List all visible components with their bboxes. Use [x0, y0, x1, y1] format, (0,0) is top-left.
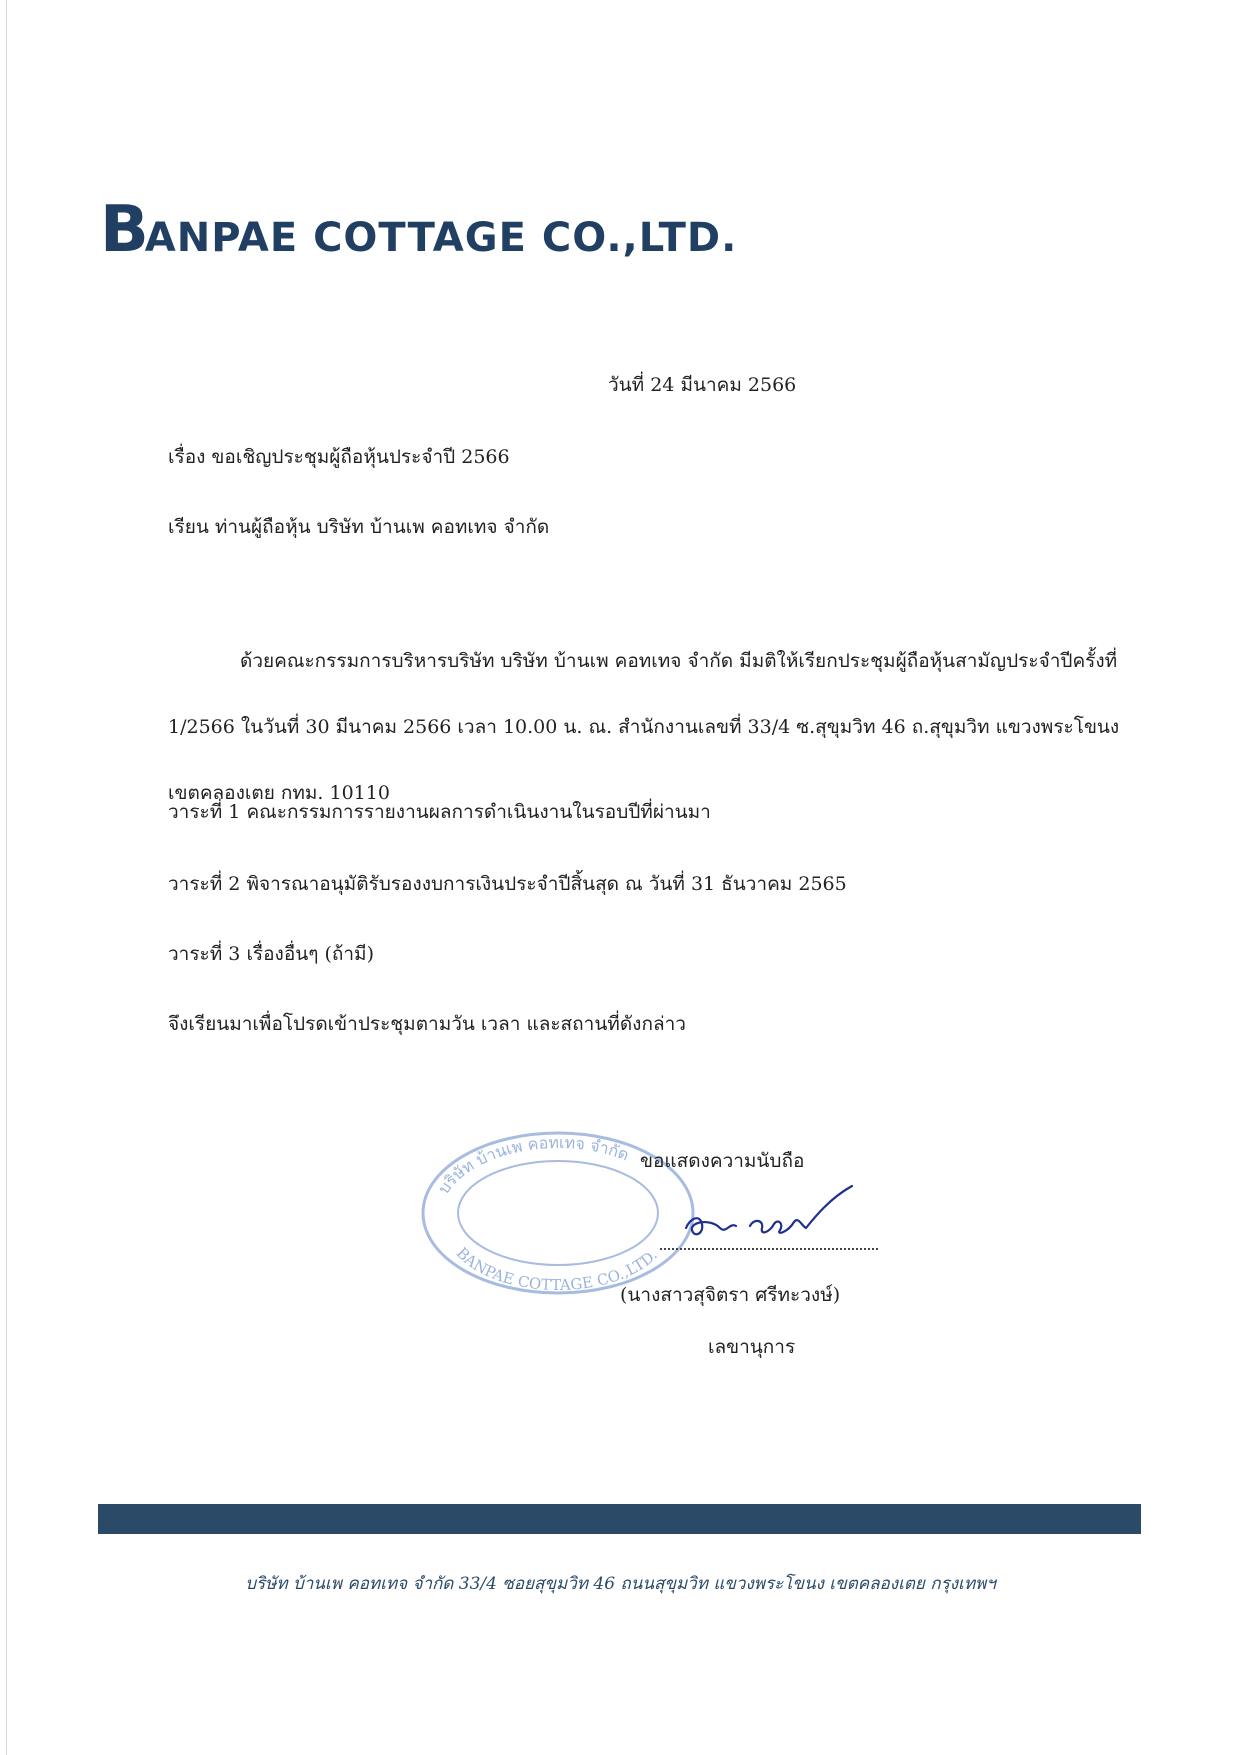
signer-position: เลขานุการ	[708, 1336, 796, 1358]
agenda-item-3: วาระที่ 3 เรื่องอื่นๆ (ถ้ามี)	[168, 943, 374, 965]
handwritten-signature	[680, 1178, 860, 1248]
stamp-text-top: บริษัท บ้านเพ คอทเทจ จำกัด	[434, 1132, 632, 1198]
signer-name: (นางสาวสุจิตรา ศรีทะวงษ์)	[620, 1284, 841, 1306]
footer-bar	[98, 1504, 1141, 1534]
logo-initial: B	[100, 193, 145, 267]
letter-salutation: เรียน ท่านผู้ถือหุ้น บริษัท บ้านเพ คอทเทจ จำกัด	[168, 516, 550, 538]
logo-text: ANPAE COTTAGE CO.,LTD.	[144, 215, 738, 261]
page-edge-line	[6, 0, 7, 1755]
stamp-text-bottom: BANPAE COTTAGE CO.,LTD.	[452, 1243, 661, 1295]
signature-line	[660, 1248, 878, 1250]
agenda-item-2: วาระที่ 2 พิจารณาอนุมัติรับรองงบการเงินประจำปีสิ้นสุด ณ วันที่ 31 ธันวาคม 2565	[168, 873, 847, 895]
agenda-item-1: วาระที่ 1 คณะกรรมการรายงานผลการดำเนินงานในรอบปีที่ผ่านมา	[168, 801, 711, 823]
letter-body: ด้วยคณะกรรมการบริหารบริษัท บริษัท บ้านเพ คอทเทจ จำกัด มีมติให้เรียกประชุมผู้ถือหุ้นสามัญประจำปีครั้งที่ 1/2566 ในวันที่ 30 มีนาคม 2566 เวลา 10.00 น. ณ. สำนักงานเลขที่ 33/4 ซ.สุขุมวิท 46 ถ.สุขุมวิท แขวงพระโขนง เขตคลองเตย กทม. 10110	[168, 650, 1120, 804]
letter-subject: เรื่อง ขอเชิญประชุมผู้ถือหุ้นประจำปี 2566	[168, 446, 510, 468]
letter-date: วันที่ 24 มีนาคม 2566	[608, 374, 797, 396]
regards-text: ขอแสดงความนับถือ	[640, 1150, 805, 1172]
letter-closing: จึงเรียนมาเพื่อโปรดเข้าประชุมตามวัน เวลา และสถานที่ดังกล่าว	[168, 1013, 686, 1035]
footer-address: บริษัท บ้านเพ คอทเทจ จำกัด 33/4 ซอยสุขุมวิท 46 ถนนสุขุมวิท แขวงพระโขนง เขตคลองเตย กรุงเทพฯ	[245, 1574, 996, 1594]
company-logo	[100, 193, 738, 267]
